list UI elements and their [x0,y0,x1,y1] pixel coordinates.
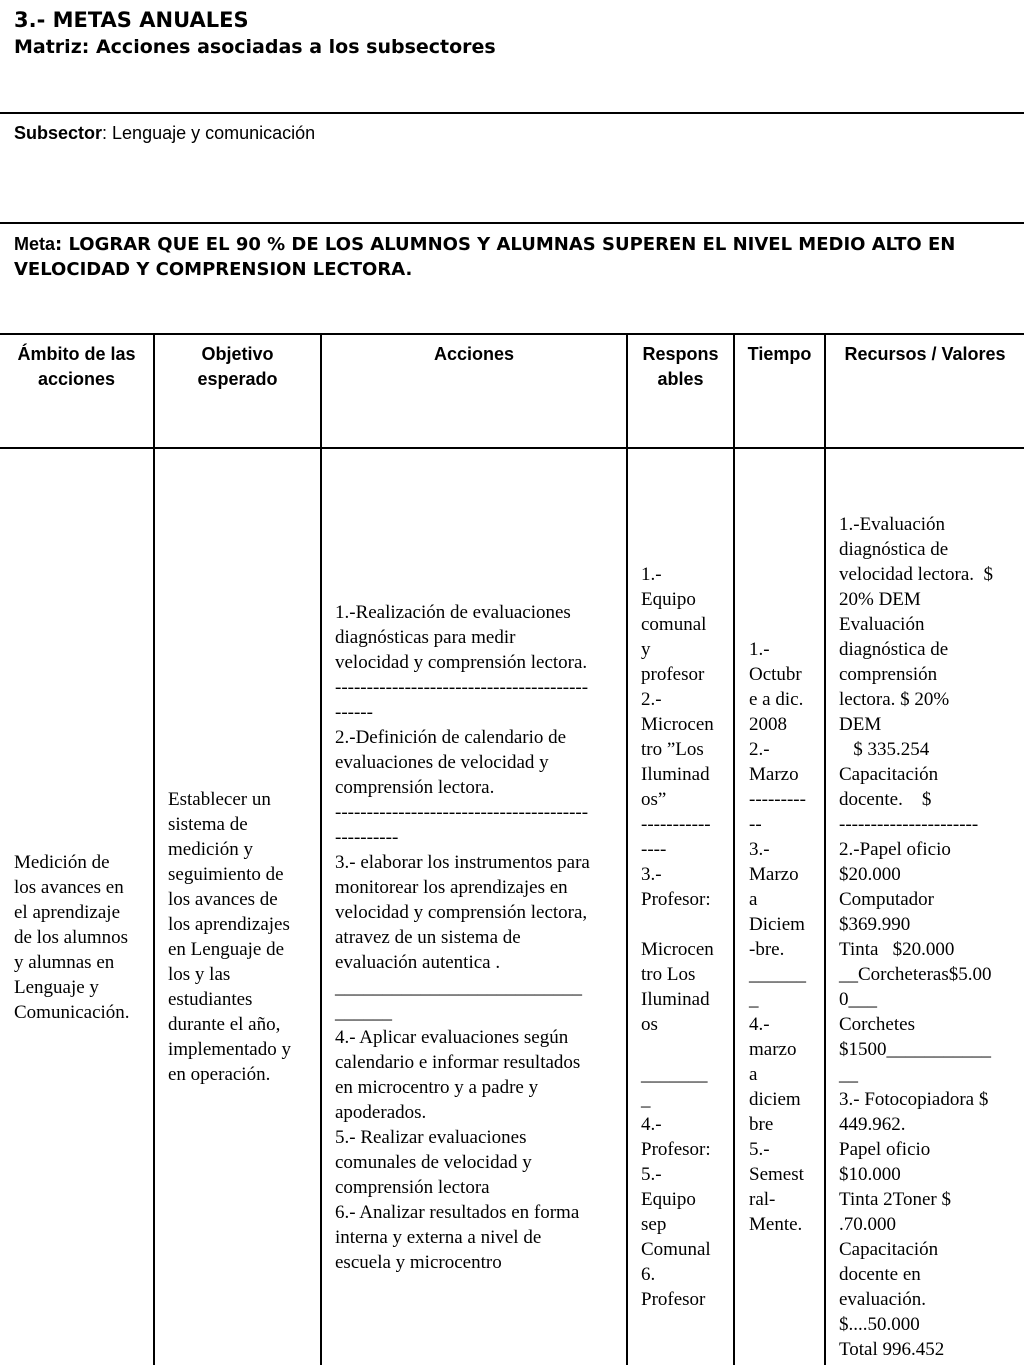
subsector-line [14,121,315,145]
column-divider-3 [626,335,628,1365]
section-title: 3.- METAS ANUALES [14,8,249,32]
subsector-label: Subsector [14,123,103,143]
column-divider-5 [824,335,826,1365]
column-divider-1 [153,335,155,1365]
header-ambito: Ámbito de las acciones [17,344,136,389]
heading [14,6,496,60]
column-divider-2 [320,335,322,1365]
cell-acciones: 1.-Realización de evaluaciones diagnósticas para medir velocidad y comprensión lectora. ---------------------------------------- ------ 2.-Definición de calendario de evaluaciones de velocidad y comprensión lectora. ---------------------------------------- ---------- 3.- elaborar los instrumentos para monitorear los aprendizajes en velocidad y comprensión lectora, atravez de un sistema de evaluación autentica . __________________________ ______ 4.- Aplicar evaluaciones según calendario e informar resultados en microcentro y a padre y apoderados. 5.- Realizar evaluaciones comunales de velocidad y comprensión lectora 6.- Analizar resultados en forma interna y externa a nivel de escuela y microcentro [335,602,590,1273]
meta-label: Meta [14,234,56,254]
header-objetivo: Objetivo esperado [197,344,278,389]
header-tiempo: Tiempo [747,344,812,364]
cell-responsables: 1.- Equipo comunal y profesor 2.- Microcen tro ”Los Iluminad os” ----------- ---- 3.- Profesor: Microcen tro Los Iluminad os _______ _ 4.- Profesor: 5.- Equipo sep Comunal 6. Profesor [641,564,714,1310]
cell-recursos: 1.-Evaluación diagnóstica de velocidad lectora. $ 20% DEM Evaluación diagnóstica de comprensión lectora. $ 20% DEM $ 335.254 Capacitación docente. $ ---------------------- 2.-Papel oficio $20.000 Computador $369.990 Tinta $20.000 __Corcheteras$5.00 0___ Corchetes $1500___________ __ 3.- Fotocopiadora $ 449.962. Papel oficio $10.000 Tinta 2Toner $ .70.000 Capacitación docente en evaluación. $....50.000 Total 996.452 [839,514,994,1360]
header-acciones: Acciones [433,344,515,364]
meta-value: : LOGRAR QUE EL 90 % DE LOS ALUMNOS Y ALUMNAS SUPEREN EL NIVEL MEDIO ALTO EN VELOCIDAD Y COMPRENSION LECTORA. [14,234,956,280]
column-divider-4 [733,335,735,1365]
header-recursos: Recursos / Valores [844,344,1006,364]
cell-objetivo: Establecer un sistema de medición y seguimiento de los avances de los aprendizajes en Lenguaje de los y las estudiantes durante el año, implementado y en operación. [168,789,291,1085]
subsector-value: : Lenguaje y comunicación [102,123,316,143]
cell-tiempo: 1.- Octubr e a dic. 2008 2.- Marzo --------- -- 3.- Marzo a Diciem -bre. ______ _ 4.- marzo a diciem bre 5.- Semest ral- Mente. [749,639,806,1235]
header-responsables: Respons ables [642,344,719,389]
matrix-title: Matriz: Acciones asociadas a los subsectores [14,36,496,58]
cell-ambito: Medición de los avances en el aprendizaje de los alumnos y alumnas en Lenguaje y Comunicación. [14,852,130,1023]
meta-line [14,232,1014,282]
